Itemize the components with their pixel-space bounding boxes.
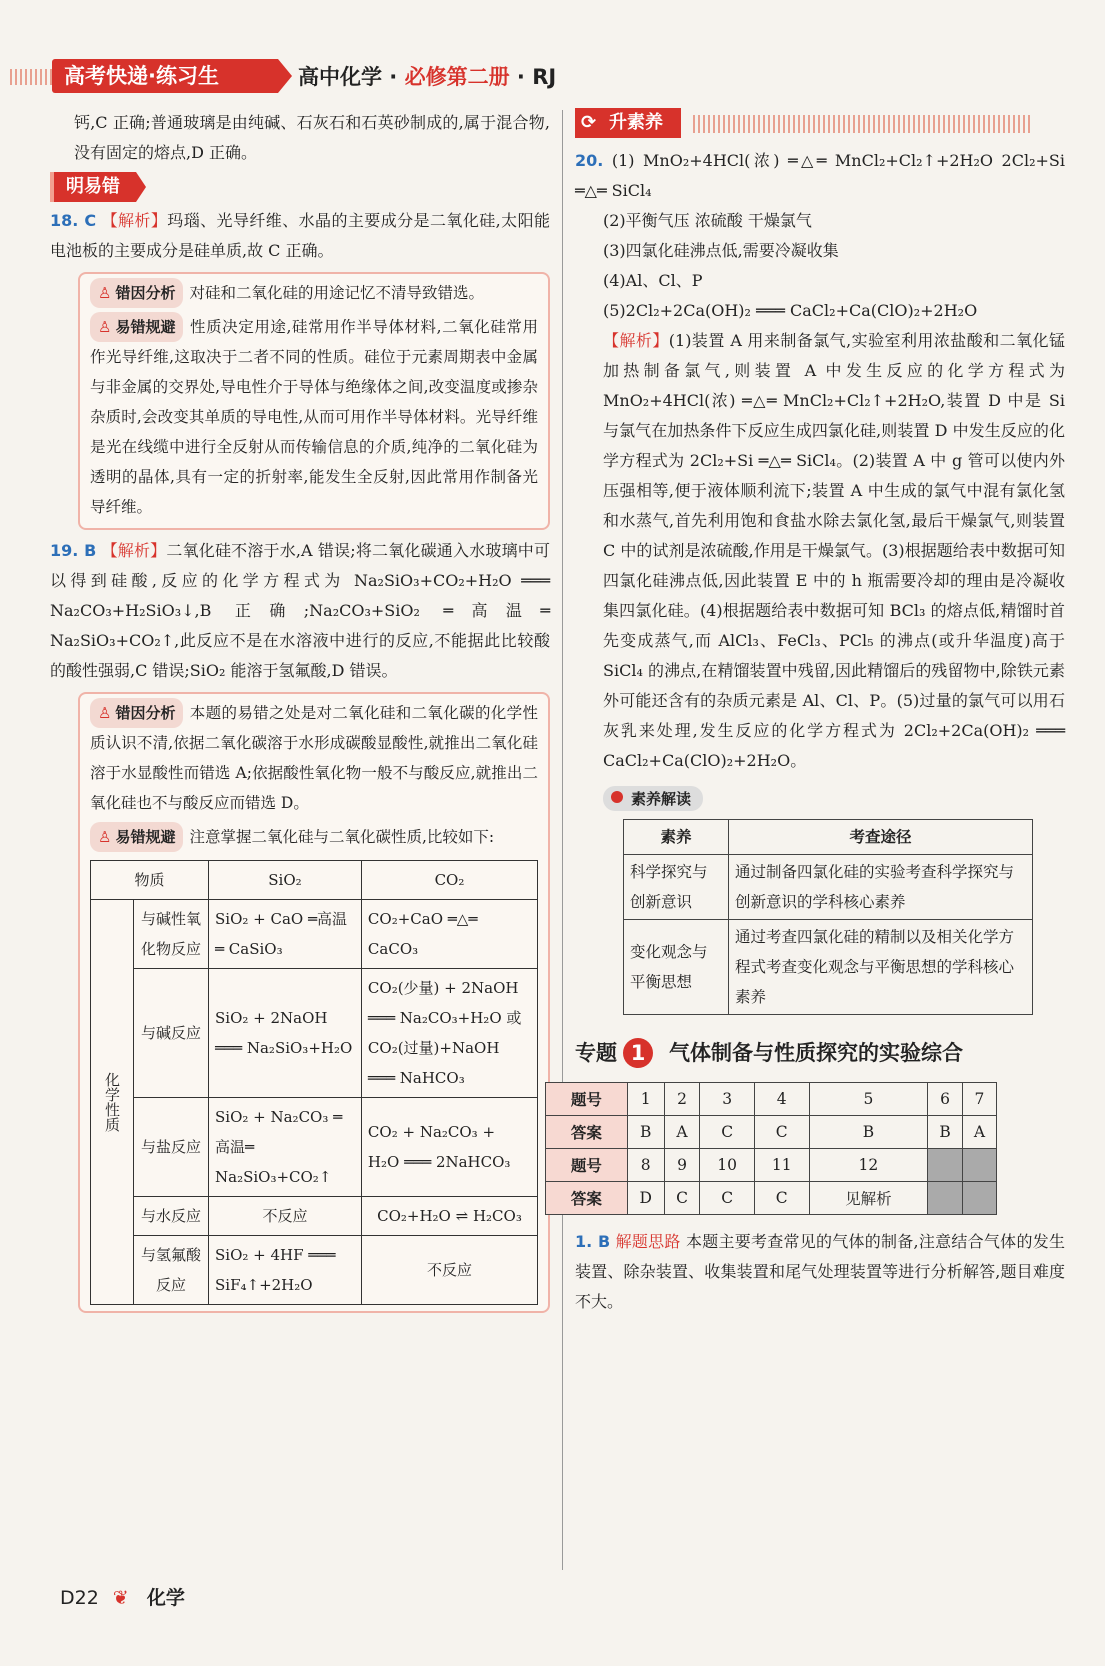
- q19-number: 19. B: [50, 541, 97, 560]
- row-name: 与氢氟酸反应: [134, 1236, 209, 1305]
- intro-text: 钙,C 正确;普通玻璃是由纯碱、石灰石和石英砂制成的,属于混合物,没有固定的熔点,D 正确。: [74, 113, 550, 162]
- topic-title: 气体制备与性质探究的实验综合: [669, 1041, 963, 1065]
- a-cell: A: [962, 1116, 996, 1149]
- table-header-row: [91, 861, 538, 900]
- q18-label-avoid: ♙ 易错规避: [90, 312, 183, 342]
- right-column: [570, 108, 1065, 1317]
- q19-label-cause: ♙ 错因分析: [90, 698, 183, 728]
- suyang-h1: 素养: [624, 820, 729, 855]
- suyang-b: 通过考查四氯化硅的精制以及相关化学方程式考查变化观念与平衡思想的学科核心素养: [729, 920, 1033, 1015]
- q-cell: 12: [809, 1149, 928, 1182]
- q20-line-5: (5)2Cl₂+2Ca(OH)₂ ═══ CaCl₂+Ca(ClO)₂+2H₂O: [603, 301, 978, 320]
- person-icon: ♙: [98, 284, 112, 302]
- q19-text: 二氧化硅不溶于水,A 错误;将二氧化碳通入水玻璃中可以得到硅酸,反应的化学方程式为 Na₂SiO₃+CO₂+H₂O ═══ Na₂CO₃+H₂SiO₃↓,B 正确;Na₂CO₃+SiO₂ ═高温═ Na₂SiO₃+CO₂↑,此反应不是在水溶液中进行的反应,不能据此比较酸的酸性强弱,C 错误;SiO₂ 能溶于氢氟酸,D 错误。: [50, 541, 550, 680]
- suyang-b: 通过制备四氯化硅的实验考查科学探究与创新意识的学科核心素养: [729, 855, 1033, 920]
- answer-row-q2: [546, 1149, 997, 1182]
- empty-cell: [962, 1182, 996, 1215]
- section-tag-mingyicuo: 明易错: [50, 172, 136, 202]
- q18-label-cause: ♙ 错因分析: [90, 278, 183, 308]
- row-sio2: SiO₂ + CaO ═高温═ CaSiO₃: [209, 900, 362, 969]
- q18-number: 18. C: [50, 211, 97, 230]
- header-stripes: [693, 115, 1033, 133]
- q19-avoid: [90, 822, 538, 852]
- q18-avoid: [90, 312, 538, 522]
- row-name: 与碱反应: [134, 969, 209, 1098]
- row-co2: CO₂(少量) + 2NaOH ═══ Na₂CO₃+H₂O 或 CO₂(过量)+NaOH ═══ NaHCO₃: [361, 969, 537, 1098]
- footer: [60, 1583, 185, 1610]
- answer-h-a: 答案: [546, 1182, 628, 1215]
- row-co2: 不反应: [361, 1236, 537, 1305]
- q20-jiexi: 【解析】: [603, 331, 669, 350]
- q-cell: 2: [664, 1083, 700, 1116]
- suyang-table: [623, 819, 1033, 1015]
- header: [0, 55, 1105, 100]
- person-icon: ♙: [98, 828, 112, 846]
- topic-heading: [575, 1037, 1065, 1068]
- leaf-icon: ❦: [112, 1587, 129, 1609]
- q1-number: 1. B: [575, 1232, 611, 1251]
- q20-line-2: (2)平衡气压 浓硫酸 干燥氯气: [603, 211, 812, 230]
- q19-avoid-text: 注意掌握二氧化硅与二氧化碳性质,比较如下:: [189, 828, 495, 846]
- answer-row-q1: [546, 1083, 997, 1116]
- q-cell: 11: [754, 1149, 809, 1182]
- section-tag-shengsuyang: ⟳ 升素养: [575, 108, 681, 138]
- comparison-table: [90, 860, 538, 1305]
- q-cell: 7: [962, 1083, 996, 1116]
- a-cell: A: [664, 1116, 700, 1149]
- q-cell: 10: [700, 1149, 755, 1182]
- a-cell: C: [754, 1182, 809, 1215]
- arrow-up-icon: ⟳: [581, 112, 597, 133]
- q18-cause-text: 对硅和二氧化硅的用途记忆不清导致错选。: [189, 284, 484, 302]
- q1-text: 本题主要考查常见的气体的制备,注意结合气体的发生装置、除杂装置、收集装置和尾气处理装置等进行分析解答,题目难度不大。: [575, 1232, 1065, 1311]
- table-row: [91, 1236, 538, 1305]
- q-cell: 5: [809, 1083, 928, 1116]
- a-cell: C: [700, 1116, 755, 1149]
- q19-cause: [90, 698, 538, 818]
- a-cell: C: [664, 1182, 700, 1215]
- section-header-shengsuyang: [575, 108, 1065, 138]
- subject-name: 高中化学 ·: [298, 65, 398, 89]
- row-co2: CO₂+CaO ═△═ CaCO₃: [361, 900, 537, 969]
- answer-h-q: 题号: [546, 1083, 628, 1116]
- q-cell: 4: [754, 1083, 809, 1116]
- person-icon: ♙: [98, 318, 112, 336]
- answer-h-q: 题号: [546, 1149, 628, 1182]
- answer-row-a1: [546, 1116, 997, 1149]
- answer-table: [545, 1082, 997, 1215]
- empty-cell: [962, 1149, 996, 1182]
- header-substance: 物质: [91, 861, 209, 900]
- brand-tab: 高考快递·练习生: [52, 59, 278, 93]
- q20-line-3: (3)四氯化硅沸点低,需要冷凝收集: [603, 241, 839, 260]
- suyang-section: [575, 786, 1065, 1015]
- q18-cause: [90, 278, 538, 308]
- header-sio2: SiO₂: [209, 861, 362, 900]
- a-cell: B: [627, 1116, 664, 1149]
- topic-prefix: 专题: [575, 1041, 617, 1065]
- table-row: [624, 855, 1033, 920]
- left-column: [50, 108, 550, 1319]
- a-cell: C: [700, 1182, 755, 1215]
- suyang-header-row: [624, 820, 1033, 855]
- q-cell: 6: [928, 1083, 963, 1116]
- a-cell: B: [809, 1116, 928, 1149]
- a-cell: D: [627, 1182, 664, 1215]
- row-sio2: SiO₂ + 4HF ═══ SiF₄↑+2H₂O: [209, 1236, 362, 1305]
- q18: [50, 206, 550, 266]
- empty-cell: [928, 1149, 963, 1182]
- q-cell: 3: [700, 1083, 755, 1116]
- q1: [575, 1227, 1065, 1317]
- table-row: [91, 969, 538, 1098]
- answer-h-a: 答案: [546, 1116, 628, 1149]
- header-co2: CO₂: [361, 861, 537, 900]
- suyang-h2: 考查途径: [729, 820, 1033, 855]
- row-co2: CO₂+H₂O ⇌ H₂CO₃: [361, 1197, 537, 1236]
- q-cell: 8: [627, 1149, 664, 1182]
- q18-jiexi: 【解析】: [101, 211, 168, 230]
- volume-name: 必修第二册: [404, 65, 510, 89]
- a-cell: C: [754, 1116, 809, 1149]
- q19-cause-text: 本题的易错之处是对二氧化硅和二氧化碳的化学性质认识不清,依据二氧化碳溶于水形成碳酸显酸性,就推出二氧化硅溶于水显酸性而错选 A;依据酸性氧化物一般不与酸反应,就推出二氧化硅也不与酸反应而错选 D。: [90, 704, 538, 812]
- topic-number: 1: [623, 1038, 653, 1068]
- answer-row-a2: [546, 1182, 997, 1215]
- table-row: [624, 920, 1033, 1015]
- footer-subject: 化学: [146, 1587, 185, 1609]
- person-icon: ♙: [98, 704, 112, 722]
- suyang-a: 变化观念与平衡思想: [624, 920, 729, 1015]
- header-stripes: [10, 69, 55, 85]
- q-cell: 1: [627, 1083, 664, 1116]
- q20-number: 20.: [575, 151, 604, 170]
- q19-jiexi: 【解析】: [101, 541, 167, 560]
- side-label: 化学性质: [91, 900, 134, 1305]
- a-cell: 见解析: [809, 1182, 928, 1215]
- q19-label-avoid: ♙ 易错规避: [90, 822, 183, 852]
- suyang-a: 科学探究与创新意识: [624, 855, 729, 920]
- table-row: [91, 1197, 538, 1236]
- page-number: D22: [60, 1587, 99, 1609]
- empty-cell: [928, 1182, 963, 1215]
- row-sio2: SiO₂ + 2NaOH ═══ Na₂SiO₃+H₂O: [209, 969, 362, 1098]
- book-title: [298, 61, 556, 91]
- edition: · RJ: [516, 65, 557, 89]
- q20-analysis: 【解析】(1)装置 A 用来制备氯气,实验室利用浓盐酸和二氧化锰加热制备氯气,则装置 A 中发生反应的化学方程式为 MnO₂+4HCl(浓) ═△═ MnCl₂+Cl₂↑+2H₂O,装置 D 中是 Si 与氯气在加热条件下反应生成四氯化硅,则装置 D 中发生反应的化学方程式为 2Cl₂+Si ═△═ SiCl₄。(2)装置 A 中 g 管可以使内外压强相等,便于液体顺利流下;装置 A 中生成的氯气中混有氯化氢和水蒸气,首先利用饱和食盐水除去氯化氢,最后干燥氯气,则装置 C 中的试剂是浓硫酸,作用是干燥氯气。(3)根据题给表中数据可知四氯化硅沸点低,因此装置 E 中的 h 瓶需要冷却的理由是冷凝收集四氯化硅。(4)根据题给表中数据可知 BCl₃ 的熔点低,精馏时首先变成蒸气,而 AlCl₃、FeCl₃、PCl₅ 的沸点(或升华温度)高于 SiCl₄ 的沸点,在精馏装置中残留,因此精馏后的残留物中,除铁元素外可能还含有的杂质元素是 Al、Cl、P。(5)过量的氯气可以用石灰乳来处理,发生反应的化学方程式为 2Cl₂+2Ca(OH)₂ ═══ CaCl₂+Ca(ClO)₂+2H₂O。: [603, 331, 1065, 770]
- row-sio2: SiO₂ + Na₂CO₃ ═高温═ Na₂SiO₃+CO₂↑: [209, 1098, 362, 1197]
- row-name: 与碱性氧化物反应: [134, 900, 209, 969]
- a-cell: B: [928, 1116, 963, 1149]
- table-row: [91, 1098, 538, 1197]
- row-name: 与盐反应: [134, 1098, 209, 1197]
- column-divider: [562, 110, 563, 1570]
- q18-note-box: [78, 272, 550, 530]
- q19: [50, 536, 550, 686]
- q20-line-4: (4)Al、Cl、P: [603, 271, 703, 290]
- table-row: [91, 900, 538, 969]
- row-name: 与水反应: [134, 1197, 209, 1236]
- q1-label: 解题思路: [615, 1232, 681, 1251]
- row-co2: CO₂ + Na₂CO₃ + H₂O ═══ 2NaHCO₃: [361, 1098, 537, 1197]
- q19-note-box: [78, 692, 550, 1313]
- row-sio2: 不反应: [209, 1197, 362, 1236]
- q20-line-1: 20. (1) MnO₂+4HCl(浓) ═△═ MnCl₂+Cl₂↑+2H₂O 2Cl₂+Si ═△═ SiCl₄: [575, 151, 1065, 200]
- q18-avoid-text: 性质决定用途,硅常用作半导体材料,二氧化硅常用作光导纤维,这取决于二者不同的性质。硅位于元素周期表中金属与非金属的交界处,导电性介于导体与绝缘体之间,改变温度或掺杂杂质时,会改变其单质的导电性,从而可用作半导体材料。光导纤维是光在线缆中进行全反射从而传输信息的介质,纯净的二氧化硅为透明的晶体,具有一定的折射率,能发生全反射,因此常用作制备光导纤维。: [90, 318, 538, 516]
- suyang-title: 素养解读: [603, 786, 703, 811]
- q-cell: 9: [664, 1149, 700, 1182]
- q18-text: 玛瑙、光导纤维、水晶的主要成分是二氧化硅,太阳能电池板的主要成分是硅单质,故 C 正确。: [50, 211, 550, 260]
